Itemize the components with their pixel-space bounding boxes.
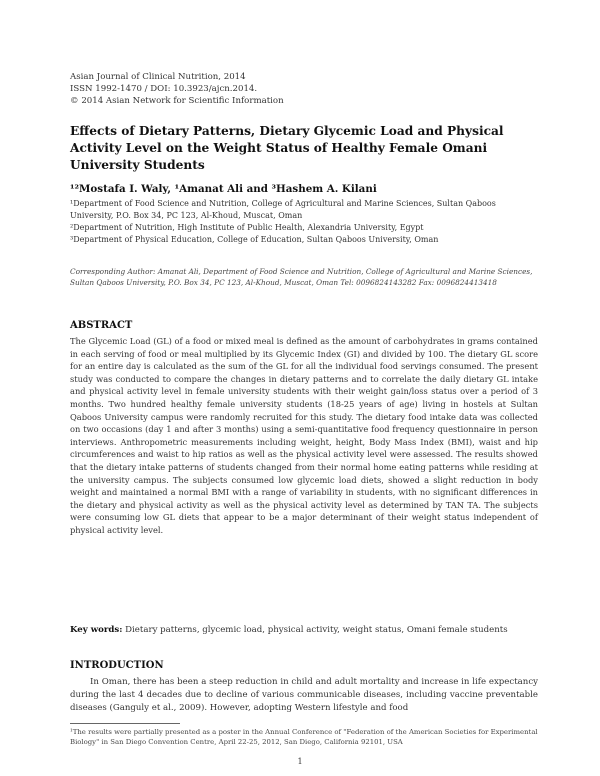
keywords-text: Dietary patterns, glycemic load, physical activity, weight status, Omani female students [125, 625, 508, 635]
abstract-heading: ABSTRACT [70, 320, 133, 331]
abstract-body: The Glycemic Load (GL) of a food or mixed meal is defined as the amount of carbohydrates in grams contained in each serving of food or meal multiplied by its Glycemic Index (GI) and divided by 100. The dietary GL score for an entire day is calculated as the sum of the GL for all the individual food servings consumed. The present study was conducted to compare the changes in dietary patterns and to correlate the daily dietary GL intake and physical activity level in female university students with their weight gain/loss status over a period of 3 months. Two hundred healthy female university students (18-25 years of age) living in hostels at Sultan Qaboos University campus were randomly recruited for this study. The dietary food intake data was collected on two occasions (day 1 and after 3 months) using a semi-quantitative food frequency questionnaire in person interviews. Anthropometric measurements including weight, height, Body Mass Index (BMI), waist and hip circumferences and waist to hip ratios as well as the physical activity level were assessed. The results showed that the dietary intake patterns of students changed from their normal home eating patterns while residing at the university campus. The subjects consumed low glycemic load diets, showed a slight reduction in body weight and maintained a normal BMI with a range of variability in students, with no significant differences in the dietary and physical activity as well as the physical activity level as determined by TAN TA. The subjects were consuming low GL diets that appear to be a major determinant of their weight status independent of physical activity level. [70, 336, 538, 535]
introduction-body: In Oman, there has been a steep reduction in child and adult mortality and increase in life expectancy during the last 4 decades due to decline of various communicable diseases, including vaccine preventable diseases (Ganguly et al., 2009). However, adopting Western lifestyle and food [70, 677, 538, 713]
page-number: 1 [297, 757, 303, 766]
affiliations [70, 198, 540, 246]
affiliation-2: ²Department of Nutrition, High Institute of Public Health, Alexandria University, Egypt [70, 223, 424, 232]
paper-title: Effects of Dietary Patterns, Dietary Glycemic Load and Physical Activity Level on the Weight Status of Healthy Female Omani University Students [70, 124, 504, 172]
affiliation-1: ¹Department of Food Science and Nutrition, College of Agricultural and Marine Sciences, Sultan Qaboos University, P.O. Box 34, PC 123, Al-Khoud, Muscat, Oman [70, 199, 496, 220]
journal-name: Asian Journal of Clinical Nutrition, 2014 [70, 72, 246, 82]
journal-issn: ISSN 1992-1470 / DOI: 10.3923/ajcn.2014. [70, 84, 258, 94]
corresponding-author: Corresponding Author: Amanat Ali, Department of Food Science and Nutrition, College of Agricultural and Marine Sciences, Sultan Qaboos University, P.O. Box 34, PC 123, Al-Khoud, Muscat, Oman Tel: 0096824143282 Fax: 0096824413418 [70, 267, 533, 287]
footnote-rule [70, 723, 180, 724]
keywords-label: Key words: [70, 625, 123, 635]
journal-header [70, 71, 540, 107]
journal-copyright: © 2014 Asian Network for Scientific Information [70, 96, 284, 106]
affiliation-3: ³Department of Physical Education, College of Education, Sultan Qaboos University, Oman [70, 235, 439, 244]
introduction-heading: INTRODUCTION [70, 660, 164, 671]
author-list: ¹²Mostafa I. Waly, ¹Amanat Ali and ³Hashem A. Kilani [70, 183, 377, 195]
footnote: ¹The results were partially presented as a poster in the Annual Conference of "Federation of the American Societies for Experimental Biology" in San Diego Convention Centre, April 22-25, 2012, San Diego, California 92101, USA [70, 728, 538, 746]
keywords [70, 624, 538, 636]
